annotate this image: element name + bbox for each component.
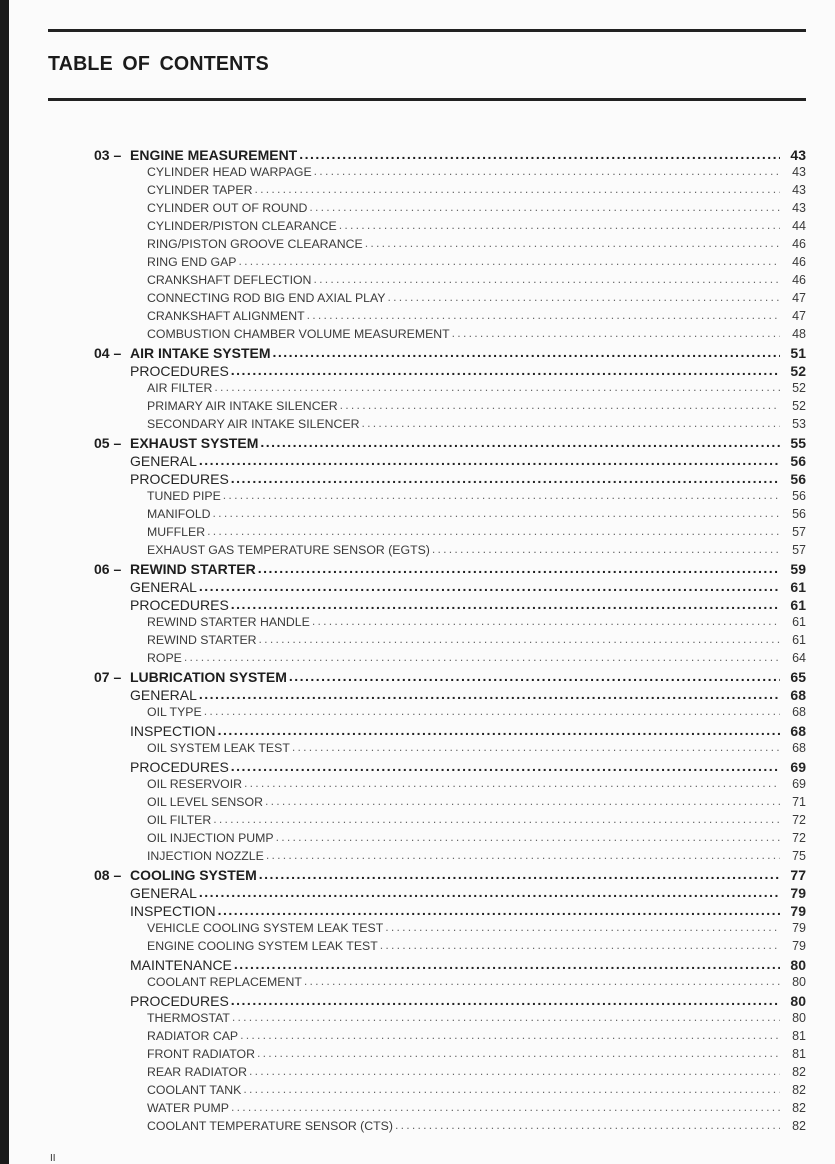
toc-page-number: 46 [792,273,806,288]
page-title: TABLE OF CONTENTS [48,53,269,75]
dot-leader [260,434,780,448]
toc-page-number: 72 [792,831,806,846]
toc-page-number: 56 [790,453,806,469]
dot-leader [204,704,780,716]
toc-page-number: 57 [792,543,806,558]
dot-leader [218,722,780,736]
dot-leader [259,866,780,880]
dot-leader [213,506,780,518]
toc-entry-label: CONNECTING ROD BIG END AXIAL PLAY [147,291,386,306]
toc-entry-label: PROCEDURES [130,363,229,379]
toc-section-entry[interactable] [94,578,806,596]
dot-leader [432,542,780,554]
toc-page-number: 46 [792,255,806,270]
toc-page-number: 47 [792,291,806,306]
toc-entry-label: INJECTION NOZZLE [147,849,264,864]
toc-page-number: 81 [792,1029,806,1044]
toc-item-entry[interactable] [94,200,806,218]
dot-leader [207,524,780,536]
toc-page-number: 52 [792,381,806,396]
toc-entry-label: OIL RESERVOIR [147,777,242,792]
toc-entry-label: EXHAUST SYSTEM [130,435,259,451]
dot-leader [184,650,780,662]
toc-item-entry[interactable] [94,506,806,524]
toc-entry-label: PROCEDURES [130,993,229,1009]
dot-leader [213,812,780,824]
dot-leader [265,794,780,806]
toc-item-entry[interactable] [94,182,806,200]
dot-leader [299,146,780,160]
toc-page-number: 82 [792,1119,806,1134]
dot-leader [380,938,780,950]
dot-leader [289,668,780,682]
toc-page-number: 80 [790,993,806,1009]
toc-entry-label: ENGINE MEASUREMENT [130,147,298,163]
toc-entry-label: INSPECTION [130,723,216,739]
toc-item-entry[interactable] [94,1046,806,1064]
toc-item-entry[interactable] [94,794,806,812]
toc-section-entry[interactable] [94,722,806,740]
toc-page-number: 79 [790,903,806,919]
toc-page-number: 43 [792,201,806,216]
toc-section-entry[interactable] [94,884,806,902]
dot-leader [232,1010,780,1022]
toc-page-number: 82 [792,1065,806,1080]
dot-leader [340,398,780,410]
toc-item-entry[interactable] [94,704,806,722]
toc-entry-label: ENGINE COOLING SYSTEM LEAK TEST [147,939,378,954]
toc-page-number: 61 [790,579,806,595]
toc-entry-label: TUNED PIPE [147,489,221,504]
toc-item-entry[interactable] [94,1082,806,1100]
toc-page-number: 80 [790,957,806,973]
toc-entry-label: EXHAUST GAS TEMPERATURE SENSOR (EGTS) [147,543,430,558]
toc-page-number: 61 [792,615,806,630]
dot-leader [231,362,780,376]
toc-item-entry[interactable] [94,326,806,344]
toc-entry-label: SECONDARY AIR INTAKE SILENCER [147,417,360,432]
dot-leader [292,740,780,752]
toc-section-entry[interactable] [94,686,806,704]
dot-leader [199,578,780,592]
chapter-number: 03 – [94,147,122,163]
toc-page-number: 68 [792,705,806,720]
toc-page-number: 82 [792,1083,806,1098]
toc-item-entry[interactable] [94,776,806,794]
dot-leader [266,848,780,860]
toc-item-entry[interactable] [94,380,806,398]
dot-leader [254,182,780,194]
toc-entry-label: AIR FILTER [147,381,213,396]
dot-leader [231,992,780,1006]
toc-entry-label: CYLINDER/PISTON CLEARANCE [147,219,337,234]
chapter-number: 05 – [94,435,122,451]
toc-entry-label: CRANKSHAFT ALIGNMENT [147,309,305,324]
toc-entry-label: PRIMARY AIR INTAKE SILENCER [147,399,338,414]
toc-page-number: 56 [790,471,806,487]
toc-entry-label: RADIATOR CAP [147,1029,239,1044]
toc-item-entry[interactable] [94,1118,806,1136]
toc-item-entry[interactable] [94,272,806,290]
dot-leader [385,920,780,932]
dot-leader [258,560,780,574]
toc-page-number: 53 [792,417,806,432]
toc-page-number: 71 [792,795,806,810]
toc-section-entry[interactable] [94,596,806,614]
dot-leader [452,326,780,338]
toc-page-number: 68 [790,723,806,739]
dot-leader [223,488,780,500]
dot-leader [199,686,780,700]
dot-leader [257,1046,780,1058]
chapter-number: 08 – [94,867,122,883]
toc-item-entry[interactable] [94,254,806,272]
toc-page-number: 56 [792,507,806,522]
table-of-contents [94,146,806,1136]
toc-entry-label: COOLANT REPLACEMENT [147,975,302,990]
dot-leader [239,254,780,266]
toc-entry-label: ROPE [147,651,182,666]
header-top-rule [48,29,806,32]
toc-entry-label: WATER PUMP [147,1101,229,1116]
toc-entry-label: CYLINDER TAPER [147,183,253,198]
toc-item-entry[interactable] [94,398,806,416]
toc-entry-label: OIL FILTER [147,813,212,828]
toc-item-entry[interactable] [94,650,806,668]
toc-page-number: 46 [792,237,806,252]
toc-page-number: 43 [792,183,806,198]
header-bottom-rule [48,98,806,101]
toc-item-entry[interactable] [94,848,806,866]
toc-page-number: 81 [792,1047,806,1062]
toc-entry-label: OIL LEVEL SENSOR [147,795,263,810]
toc-page-number: 68 [790,687,806,703]
toc-page-number: 80 [792,975,806,990]
toc-entry-label: PROCEDURES [130,597,229,613]
dot-leader [244,776,780,788]
toc-page-number: 48 [792,327,806,342]
toc-entry-label: THERMOSTAT [147,1011,230,1026]
toc-item-entry[interactable] [94,830,806,848]
dot-leader [313,272,780,284]
dot-leader [243,1082,780,1094]
dot-leader [304,974,780,986]
toc-entry-label: MUFFLER [147,525,206,540]
toc-item-entry[interactable] [94,938,806,956]
toc-chapter-entry[interactable] [94,344,806,362]
toc-page-number: 56 [792,489,806,504]
toc-entry-label: OIL TYPE [147,705,202,720]
toc-section-entry[interactable] [94,470,806,488]
toc-chapter-entry[interactable] [94,434,806,452]
toc-item-entry[interactable] [94,974,806,992]
toc-section-entry[interactable] [94,362,806,380]
toc-entry-label: CYLINDER HEAD WARPAGE [147,165,312,180]
toc-chapter-entry[interactable] [94,668,806,686]
toc-entry-label: REWIND STARTER HANDLE [147,615,310,630]
toc-item-entry[interactable] [94,524,806,542]
dot-leader [234,956,780,970]
dot-leader [249,1064,780,1076]
dot-leader [395,1118,780,1130]
toc-page-number: 69 [790,759,806,775]
toc-entry-label: COOLING SYSTEM [130,867,257,883]
dot-leader [276,830,780,842]
dot-leader [231,1100,780,1112]
toc-section-entry[interactable] [94,452,806,470]
toc-page-number: 79 [792,921,806,936]
toc-entry-label: PROCEDURES [130,471,229,487]
dot-leader [218,902,780,916]
toc-entry-label: COMBUSTION CHAMBER VOLUME MEASUREMENT [147,327,450,342]
toc-page-number: 64 [792,651,806,666]
toc-entry-label: COOLANT TEMPERATURE SENSOR (CTS) [147,1119,393,1134]
page-number-footer: II [50,1153,56,1164]
dot-leader [199,884,780,898]
toc-section-entry[interactable] [94,758,806,776]
toc-item-entry[interactable] [94,1100,806,1118]
dot-leader [199,452,780,466]
dot-leader [312,614,780,626]
toc-page-number: 79 [792,939,806,954]
toc-page-number: 75 [792,849,806,864]
toc-page-number: 55 [790,435,806,451]
toc-entry-label: MAINTENANCE [130,957,232,973]
dot-leader [362,416,780,428]
toc-item-entry[interactable] [94,740,806,758]
toc-item-entry[interactable] [94,1028,806,1046]
toc-page-number: 43 [790,147,806,163]
dot-leader [273,344,780,358]
toc-chapter-entry[interactable] [94,560,806,578]
toc-item-entry[interactable] [94,416,806,434]
dot-leader [231,596,780,610]
toc-entry-label: CRANKSHAFT DEFLECTION [147,273,312,288]
toc-entry-label: GENERAL [130,453,197,469]
toc-item-entry[interactable] [94,308,806,326]
chapter-number: 04 – [94,345,122,361]
dot-leader [309,200,780,212]
dot-leader [214,380,780,392]
toc-entry-label: OIL SYSTEM LEAK TEST [147,741,290,756]
chapter-number: 06 – [94,561,122,577]
toc-page-number: 65 [790,669,806,685]
toc-item-entry[interactable] [94,614,806,632]
toc-entry-label: REAR RADIATOR [147,1065,247,1080]
toc-entry-label: CYLINDER OUT OF ROUND [147,201,308,216]
scan-binding-edge [0,0,9,1164]
toc-entry-label: AIR INTAKE SYSTEM [130,345,271,361]
toc-item-entry[interactable] [94,1064,806,1082]
dot-leader [231,470,780,484]
toc-entry-label: MANIFOLD [147,507,211,522]
toc-item-entry[interactable] [94,812,806,830]
toc-item-entry[interactable] [94,290,806,308]
toc-page-number: 44 [792,219,806,234]
dot-leader [240,1028,780,1040]
toc-page-number: 77 [790,867,806,883]
toc-section-entry[interactable] [94,992,806,1010]
toc-page-number: 43 [792,165,806,180]
toc-section-entry[interactable] [94,902,806,920]
dot-leader [231,758,780,772]
dot-leader [339,218,780,230]
toc-chapter-entry[interactable] [94,866,806,884]
dot-leader [307,308,780,320]
toc-item-entry[interactable] [94,236,806,254]
toc-entry-label: GENERAL [130,687,197,703]
toc-page-number: 72 [792,813,806,828]
toc-page-number: 57 [792,525,806,540]
toc-page-number: 47 [792,309,806,324]
dot-leader [314,164,780,176]
toc-entry-label: RING END GAP [147,255,237,270]
toc-chapter-entry[interactable] [94,146,806,164]
toc-entry-label: OIL INJECTION PUMP [147,831,274,846]
toc-entry-label: FRONT RADIATOR [147,1047,255,1062]
toc-page-number: 82 [792,1101,806,1116]
toc-item-entry[interactable] [94,632,806,650]
toc-page-number: 68 [792,741,806,756]
toc-entry-label: GENERAL [130,579,197,595]
toc-entry-label: RING/PISTON GROOVE CLEARANCE [147,237,363,252]
toc-page-number: 59 [790,561,806,577]
toc-page-number: 61 [792,633,806,648]
toc-entry-label: VEHICLE COOLING SYSTEM LEAK TEST [147,921,384,936]
toc-entry-label: INSPECTION [130,903,216,919]
toc-item-entry[interactable] [94,542,806,560]
toc-entry-label: LUBRICATION SYSTEM [130,669,287,685]
dot-leader [387,290,780,302]
toc-page-number: 69 [792,777,806,792]
toc-page-number: 61 [790,597,806,613]
toc-entry-label: PROCEDURES [130,759,229,775]
toc-page-number: 51 [790,345,806,361]
toc-item-entry[interactable] [94,920,806,938]
toc-page-number: 80 [792,1011,806,1026]
toc-page-number: 52 [790,363,806,379]
toc-page-number: 79 [790,885,806,901]
toc-item-entry[interactable] [94,164,806,182]
toc-entry-label: GENERAL [130,885,197,901]
toc-entry-label: REWIND STARTER [130,561,256,577]
dot-leader [365,236,780,248]
toc-section-entry[interactable] [94,956,806,974]
toc-item-entry[interactable] [94,1010,806,1028]
toc-page-number: 52 [792,399,806,414]
toc-item-entry[interactable] [94,218,806,236]
toc-entry-label: REWIND STARTER [147,633,257,648]
toc-entry-label: COOLANT TANK [147,1083,242,1098]
dot-leader [259,632,780,644]
chapter-number: 07 – [94,669,122,685]
toc-item-entry[interactable] [94,488,806,506]
